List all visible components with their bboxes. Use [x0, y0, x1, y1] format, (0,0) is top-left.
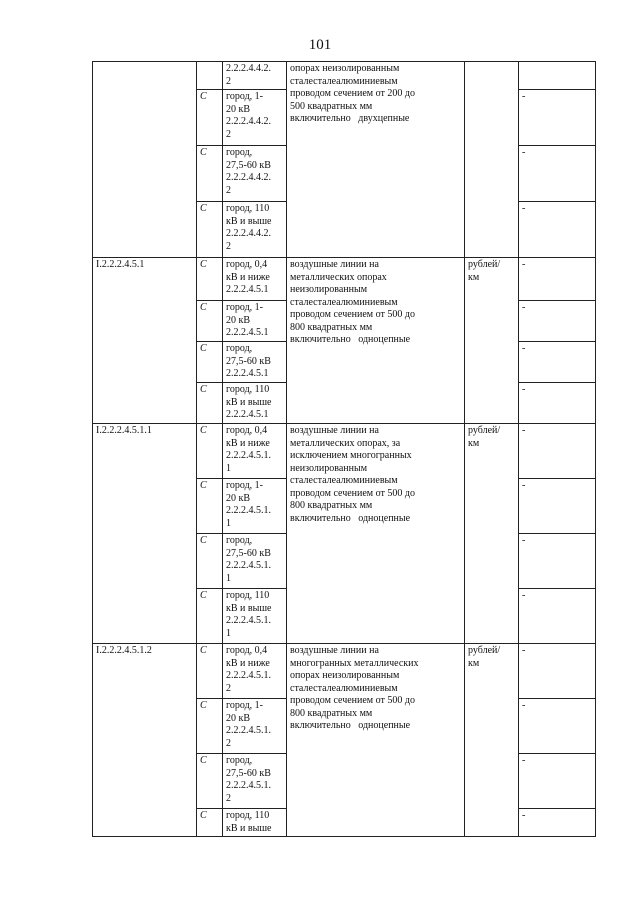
row-value-cell: -: [519, 202, 596, 258]
row-level-cell: 2.2.2.4.4.2. 2: [223, 62, 287, 90]
row-letter-cell: С: [197, 809, 223, 837]
row-unit-cell: рублей/ км: [465, 424, 519, 644]
row-value-cell: -: [519, 424, 596, 479]
row-level-cell: город, 1- 20 кВ 2.2.2.4.5.1. 1: [223, 479, 287, 534]
row-level-cell: город, 110 кВ и выше: [223, 809, 287, 837]
row-letter-cell: С: [197, 146, 223, 202]
row-letter-cell: С: [197, 644, 223, 699]
row-level-cell: город, 27,5-60 кВ 2.2.2.4.5.1: [223, 342, 287, 383]
row-description-cell: воздушные линии на многогранных металлических опорах неизолированным сталесталеалюминиевым проводом сечением от 500 до 800 квадратных мм включительно одноцепные: [287, 644, 465, 837]
row-description-cell: воздушные линии на металлических опорах неизолированным сталесталеалюминиевым проводом сечением от 500 до 800 квадратных мм включительно одноцепные: [287, 258, 465, 424]
row-value-cell: -: [519, 809, 596, 837]
row-level-cell: город, 1- 20 кВ 2.2.2.4.5.1. 2: [223, 699, 287, 754]
row-letter-cell: С: [197, 342, 223, 383]
row-letter-cell: С: [197, 754, 223, 809]
row-value-cell: -: [519, 301, 596, 342]
row-letter-cell: С: [197, 383, 223, 424]
row-level-cell: город, 27,5-60 кВ 2.2.2.4.4.2. 2: [223, 146, 287, 202]
row-value-cell: -: [519, 146, 596, 202]
row-letter-cell: С: [197, 202, 223, 258]
row-value-cell: -: [519, 699, 596, 754]
row-value-cell: -: [519, 258, 596, 301]
row-value-cell: -: [519, 644, 596, 699]
row-code-cell: I.2.2.2.4.5.1: [93, 258, 197, 424]
row-letter-cell: С: [197, 90, 223, 146]
row-value-cell: -: [519, 383, 596, 424]
row-description-cell: воздушные линии на металлических опорах, за исключением многогранных неизолированным сталесталеалюминиевым проводом сечением от 500 до 800 квадратных мм включительно одноцепные: [287, 424, 465, 644]
row-letter-cell: С: [197, 424, 223, 479]
row-letter-cell: С: [197, 258, 223, 301]
row-level-cell: город, 110 кВ и выше 2.2.2.4.5.1: [223, 383, 287, 424]
row-letter-cell: [197, 62, 223, 90]
row-value-cell: [519, 62, 596, 90]
row-level-cell: город, 0,4 кВ и ниже 2.2.2.4.5.1: [223, 258, 287, 301]
row-value-cell: -: [519, 479, 596, 534]
table-row: [93, 62, 596, 90]
row-level-cell: город, 110 кВ и выше 2.2.2.4.5.1. 1: [223, 589, 287, 644]
row-value-cell: -: [519, 754, 596, 809]
row-letter-cell: С: [197, 589, 223, 644]
row-level-cell: город, 0,4 кВ и ниже 2.2.2.4.5.1. 2: [223, 644, 287, 699]
table-row: [93, 644, 596, 699]
row-description-cell: опорах неизолированным сталесталеалюминиевым проводом сечением от 200 до 500 квадратных мм включительно двухцепные: [287, 62, 465, 258]
row-unit-cell: рублей/ км: [465, 644, 519, 837]
row-letter-cell: С: [197, 301, 223, 342]
row-unit-cell: рублей/ км: [465, 258, 519, 424]
row-level-cell: город, 27,5-60 кВ 2.2.2.4.5.1. 2: [223, 754, 287, 809]
row-code-cell: I.2.2.2.4.5.1.2: [93, 644, 197, 837]
row-letter-cell: С: [197, 534, 223, 589]
row-level-cell: город, 0,4 кВ и ниже 2.2.2.4.5.1. 1: [223, 424, 287, 479]
row-value-cell: -: [519, 90, 596, 146]
table-row: [93, 258, 596, 301]
row-level-cell: город, 110 кВ и выше 2.2.2.4.4.2. 2: [223, 202, 287, 258]
row-value-cell: -: [519, 589, 596, 644]
row-level-cell: город, 1- 20 кВ 2.2.2.4.4.2. 2: [223, 90, 287, 146]
row-letter-cell: С: [197, 699, 223, 754]
row-value-cell: -: [519, 534, 596, 589]
row-letter-cell: С: [197, 479, 223, 534]
row-unit-cell: [465, 62, 519, 258]
table-row: [93, 424, 596, 479]
row-value-cell: -: [519, 342, 596, 383]
row-level-cell: город, 27,5-60 кВ 2.2.2.4.5.1. 1: [223, 534, 287, 589]
tariff-table: [92, 61, 596, 837]
row-level-cell: город, 1- 20 кВ 2.2.2.4.5.1: [223, 301, 287, 342]
row-code-cell: I.2.2.2.4.5.1.1: [93, 424, 197, 644]
row-code-cell: [93, 62, 197, 258]
page-number: 101: [308, 37, 332, 53]
